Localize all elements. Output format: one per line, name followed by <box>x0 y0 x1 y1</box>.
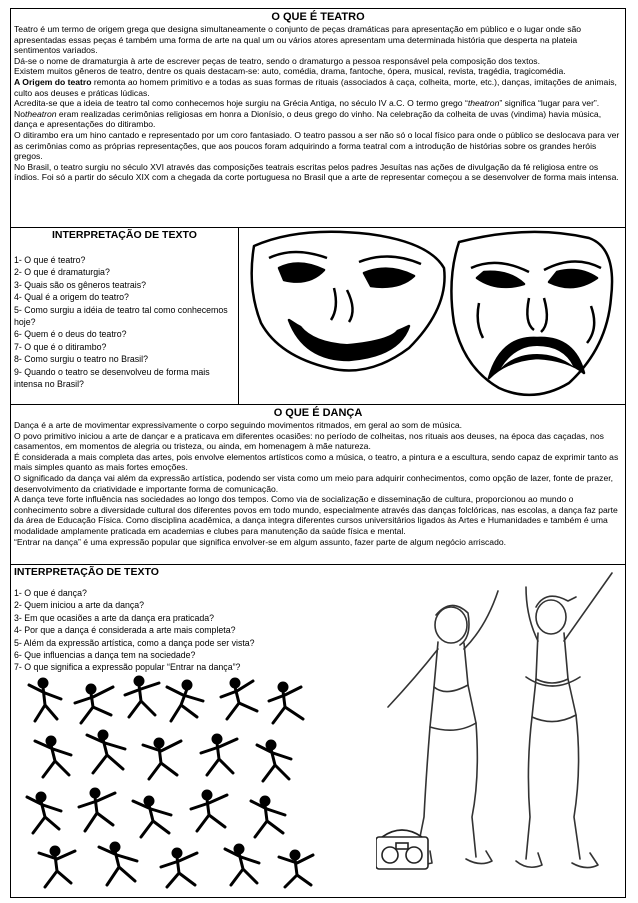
teatro-question: 8- Como surgiu o teatro no Brasil? <box>14 354 148 365</box>
teatro-question-list <box>14 254 236 390</box>
danca-paragraph-1: Dança é a arte de movimentar expressivamente o corpo seguindo movimentos ritmados, em geral ao som de música. <box>14 420 463 430</box>
teatro-origin-label: A Origem do teatro <box>14 76 92 87</box>
teatro-paragraph-7: No Brasil, o teatro surgiu no século XVI através das composições teatrais escritas pelos padres Jesuítas nas ações de divulgação da fé religiosa entre os índios. Foi só a partir do século XIX com a chegada da corte portuguesa no Brasil que a arte de representar começou a se desenvolver de forma mais intensa. <box>14 161 619 183</box>
teatro-paragraph-5 <box>14 98 622 130</box>
teatro-question: 9- Quando o teatro se desenvolveu de forma mais intensa no Brasil? <box>14 366 210 390</box>
danca-paragraph-2: O povo primitivo iniciou a arte de dançar e a praticava em diferentes ocasiões: no período de colheitas, nos rituais aos deuses, na época das caçadas, nos casamentos, em momentos de alegria ou tristeza, ou ainda, em homenagem à mãe natureza. <box>14 430 604 452</box>
danca-paragraph-5: A dança teve forte influência nas sociedades ao longo dos tempos. Como via de socialização e disseminação de cultura, proporcionou ao mundo o conhecimento sobre a diversidade cultural dos diferentes povos em todo mundo, especialmente através das danças folclóricas, nas escolas, a dança faz parte da área de Educação Física. Como disciplina acadêmica, a dança integra diferentes cursos universitários ligados às Artes e Humanidades e também é uma modalidade amplamente praticada em academias e clubes para manutenção da saúde física e mental. <box>14 494 618 536</box>
teatro-question: 4- Qual é a origem do teatro? <box>14 292 129 303</box>
danca-paragraph-6: “Entrar na dança” é uma expressão popular que significa envolver-se em algum assunto, fazer parte de algum negócio arriscado. <box>14 536 507 547</box>
danca-questions <box>14 565 314 674</box>
teatro-question: 6- Quem é o deus do teatro? <box>14 329 127 340</box>
teatro-interpretation-heading: INTERPRETAÇÃO DE TEXTO <box>52 229 197 241</box>
danca-title: O QUE É DANÇA <box>273 407 363 419</box>
teatro-questions <box>11 228 239 404</box>
danca-question: 7- O que significa a expressão popular “Entrar na dança”? <box>14 662 241 673</box>
teatro-p5-part-b: ” significa “lugar para ver”. No <box>14 98 600 119</box>
danca-question: 5- Além da expressão artística, como a dança pode ser vista? <box>14 637 255 648</box>
danca-question: 2- Quem iniciou a arte da dança? <box>14 600 145 611</box>
danca-paragraph-4: O significado da dança vai além da expressão artística, podendo ser vista como um meio para adquirir conhecimentos, como opção de lazer, fonte de prazer, desenvolvimento da criatividade e importante forma de comunicação. <box>14 472 614 494</box>
worksheet <box>10 8 626 898</box>
teatro-question: 7- O que é o ditirambo? <box>14 341 107 352</box>
dancer-silhouettes-icon <box>21 675 321 890</box>
teatro-origin-text: remonta ao homem primitivo e a todas as suas formas de rituais (associados à caça, colheita, morte, etc.), danças, imitações de animais, culto aos deuses e práticas lúdicas. <box>14 76 617 98</box>
teatro-question: 3- Quais são os gêneros teatrais? <box>14 279 147 290</box>
danca-section <box>11 405 625 565</box>
teatro-theatron-term-2: theatron <box>25 108 57 119</box>
danca-question: 6- Que influencias a dança tem na sociedade? <box>14 650 196 661</box>
danca-question-list <box>14 587 314 674</box>
teatro-theatron-term-1: theatron <box>467 98 500 109</box>
teatro-paragraph-2: Dá-se o nome de dramaturgia à arte de escrever peças de teatro, sendo o dramaturgo a pessoa responsável pela composição dos textos. <box>14 55 540 66</box>
teatro-text <box>11 24 625 184</box>
teatro-section <box>11 9 625 228</box>
teatro-question: 2- O que é dramaturgia? <box>14 267 110 278</box>
teatro-p5-part-c: eram realizadas cerimônias religiosas em honra a Dionísio, o deus grego do vinho. Na celebração da colheita de uvas (vindima) havia música, dança e apresentações do ditirambo. <box>14 108 602 130</box>
teatro-paragraph-1: Teatro é um termo de origem grega que designa simultaneamente o conjunto de peças dramáticas para apresentação em público e o lugar onde são apresentadas essas peças é também uma forma de arte na qual um ou vários atores apresentam uma determinada história que desperta na plateia sentimentos variados. <box>14 24 582 56</box>
danca-interpretation-section <box>11 565 625 897</box>
teatro-title: O QUE É TEATRO <box>271 11 365 23</box>
teatro-question: 1- O que é teatro? <box>14 255 86 265</box>
danca-paragraph-3: É considerada a mais completa das artes, pois envolve elementos artísticos como a música, o teatro, a pintura e a escultura, sendo capaz de exprimir tanto as mais simples quanto as mais fortes emoções. <box>14 451 619 473</box>
danca-question: 4- Por que a dança é considerada a arte mais completa? <box>14 625 236 636</box>
dancing-girls-icon <box>376 567 624 893</box>
teatro-question: 5- Como surgiu a idéia de teatro tal como conhecemos hoje? <box>14 304 228 328</box>
teatro-paragraph-4 <box>14 77 622 98</box>
danca-text <box>11 420 625 548</box>
danca-question: 1- O que é dança? <box>14 588 87 598</box>
danca-interpretation-heading: INTERPRETAÇÃO DE TEXTO <box>14 566 159 578</box>
teatro-interpretation-section <box>11 228 625 405</box>
danca-question: 3- Em que ocasiões a arte da dança era praticada? <box>14 612 215 623</box>
teatro-paragraph-6: O ditirambo era um hino cantado e representado por um coro fantasiado. O teatro passou a ser não só o local físico para onde o público se deslocava para ver as cerimônias como as próprias representações, que aos poucos foram adquirindo a forma teatral com a introdução de histórias sobre os grandes heróis gregos. <box>14 129 620 162</box>
teatro-p5-part-a: Acredita-se que a ideia de teatro tal como conhecemos hoje surgiu na Grécia Antiga, no século IV a.C. O termo grego “ <box>14 98 468 109</box>
theatre-masks-icon <box>239 228 625 404</box>
teatro-paragraph-3: Existem muitos gêneros de teatro, dentre os quais destacam-se: auto, comédia, drama, fantoche, ópera, musical, revista, tragédia, tragicomédia. <box>14 66 566 77</box>
